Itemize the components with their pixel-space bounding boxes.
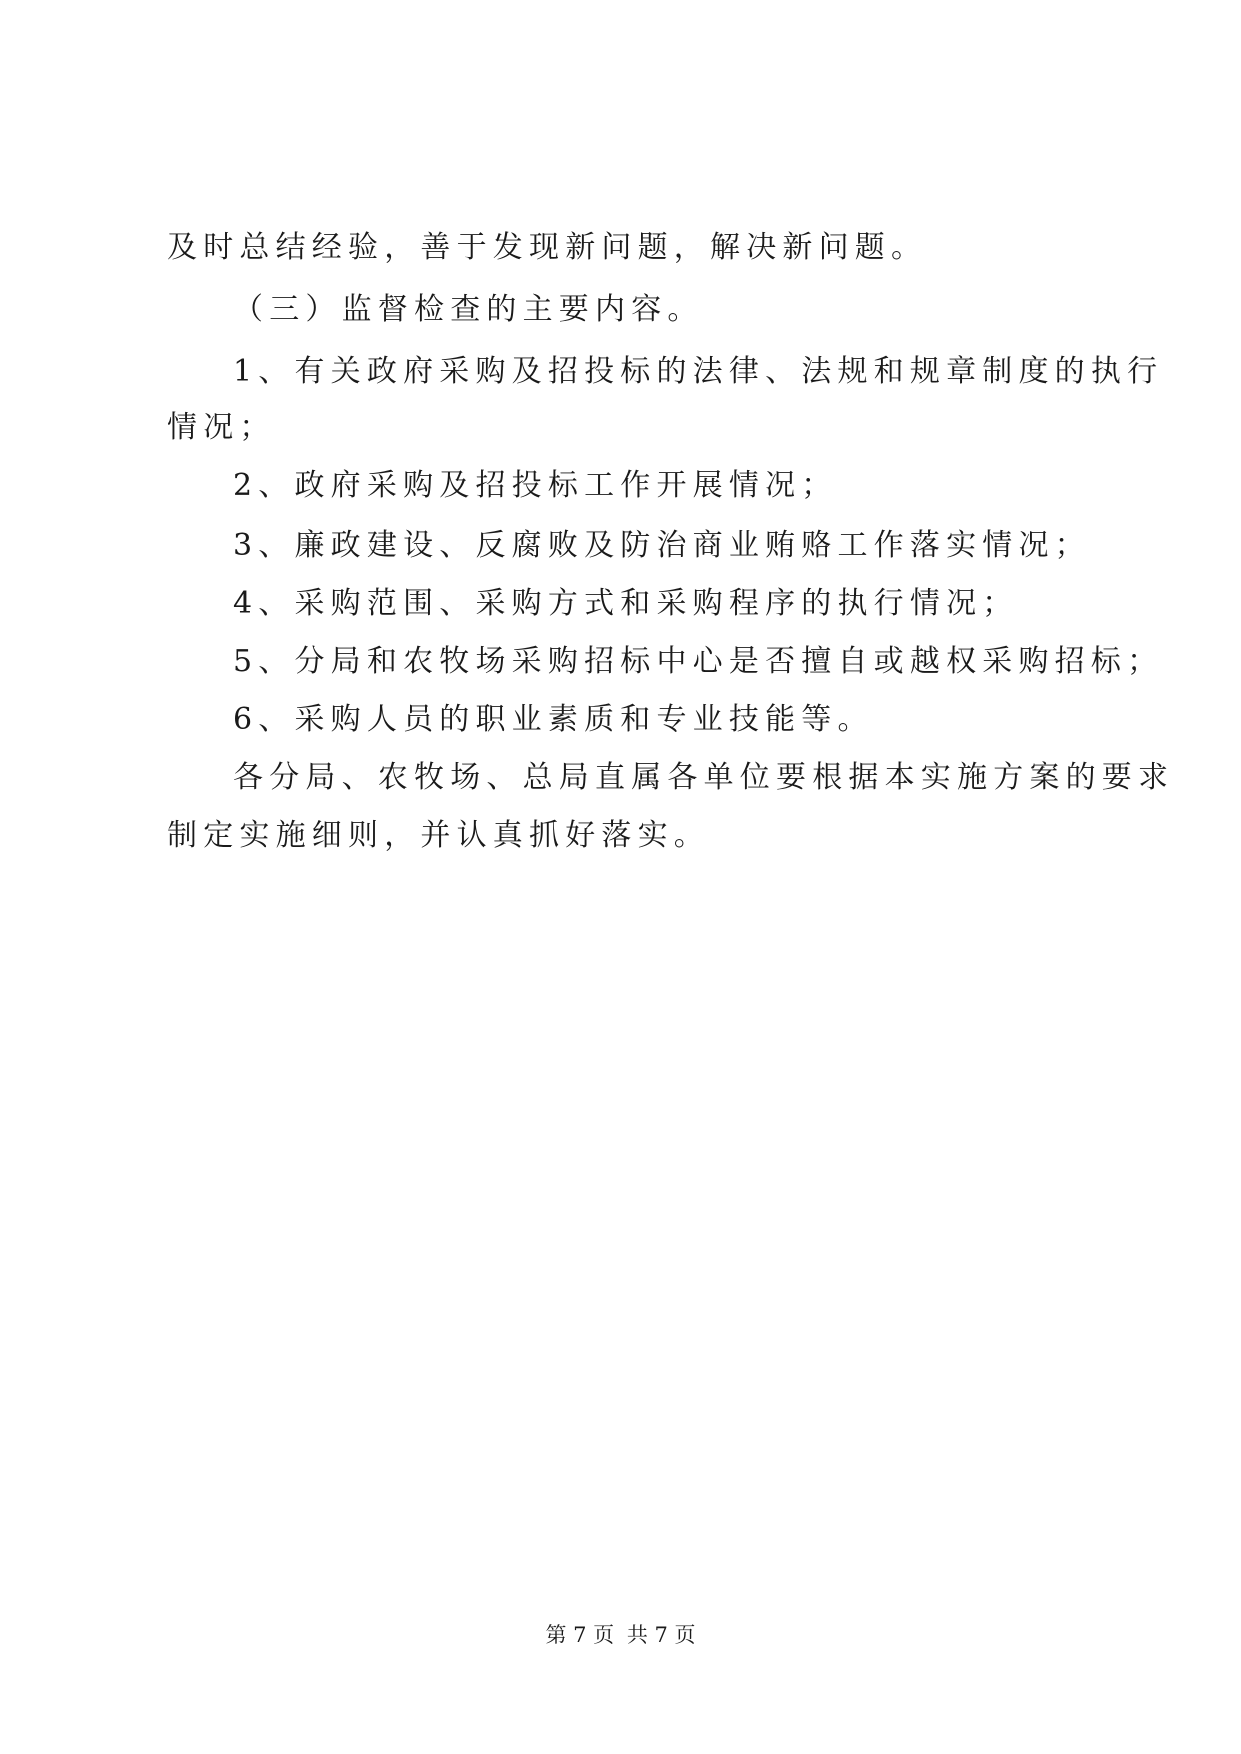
list-item-1-continuation: 情况； — [167, 410, 276, 445]
section-heading: （三）监督检查的主要内容。 — [233, 292, 704, 327]
list-item-1: 1、有关政府采购及招投标的法律、法规和规章制度的执行 — [233, 354, 1164, 389]
page-number: 第 7 页 — [545, 1623, 615, 1647]
list-item-3: 3、廉政建设、反腐败及防治商业贿赂工作落实情况； — [233, 528, 1091, 563]
list-item-5: 5、分局和农牧场采购招标中心是否擅自或越权采购招标； — [233, 644, 1164, 679]
list-item-6: 6、采购人员的职业素质和专业技能等。 — [233, 702, 874, 737]
closing-paragraph-line-1: 各分局、农牧场、总局直属各单位要根据本实施方案的要求 — [233, 760, 1175, 795]
closing-paragraph-line-2: 制定实施细则，并认真抓好落实。 — [167, 818, 710, 853]
list-item-4: 4、采购范围、采购方式和采购程序的执行情况； — [233, 586, 1019, 621]
list-item-2: 2、政府采购及招投标工作开展情况； — [233, 468, 838, 503]
paragraph-line-continuation: 及时总结经验，善于发现新问题，解决新问题。 — [167, 230, 928, 265]
page-total: 共 7 页 — [626, 1623, 696, 1647]
page-footer — [0, 1619, 1241, 1649]
